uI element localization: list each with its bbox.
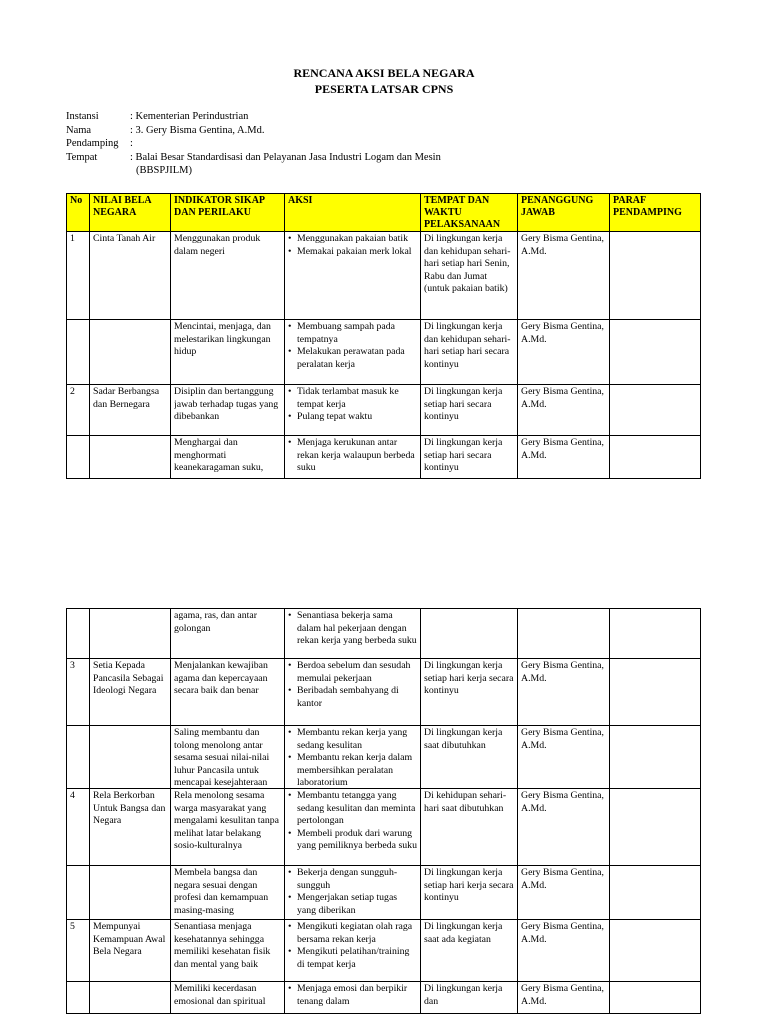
aksi-list [288,610,417,648]
cell-no [67,320,90,385]
header-nilai: NILAI BELA NEGARA [90,194,171,232]
table-row [67,609,701,659]
table-row [67,232,701,320]
action-plan-table-continued [66,608,701,1014]
cell-no [67,982,90,1014]
cell-nilai [90,320,171,385]
cell-tempat: Di lingkungan kerja dan [421,982,518,1014]
cell-nilai [90,982,171,1014]
aksi-item: • Senantiasa bekerja sama dalam hal pekerjaan dengan rekan kerja yang berbeda suku [288,610,417,648]
aksi-item: • Berdoa sebelum dan sesudah memulai pekerjaan [288,660,417,685]
table-row [67,436,701,479]
info-row-instansi [66,110,441,124]
aksi-list [288,321,417,371]
cell-penanggung [518,609,610,659]
aksi-item: • Melakukan perawatan pada peralatan kerja [288,346,417,371]
aksi-item: • Mengikuti kegiatan olah raga bersama rekan kerja [288,921,417,946]
aksi-list [288,921,417,971]
cell-nilai: Setia Kepada Pancasila Sebagai Ideologi Negara [90,659,171,726]
info-row-nama [66,124,441,138]
cell-indikator: Menjalankan kewajiban agama dan kepercayaan secara baik dan benar [171,659,285,726]
cell-paraf [610,726,701,789]
aksi-list [288,983,417,1008]
action-plan-table [66,193,701,479]
cell-indikator: Menghargai dan menghormati keanekaragaman suku, [171,436,285,479]
header-paraf: PARAF PENDAMPING [610,194,701,232]
aksi-list [288,727,417,788]
cell-aksi [285,726,421,789]
info-row-tempat [66,151,441,165]
cell-no [67,609,90,659]
aksi-item: • Tidak terlambat masuk ke tempat kerja [288,386,417,411]
cell-tempat: Di lingkungan kerja setiap hari secara kontinyu [421,385,518,436]
cell-paraf [610,789,701,866]
cell-aksi [285,609,421,659]
cell-aksi [285,659,421,726]
table-row [67,659,701,726]
cell-penanggung: Gery Bisma Gentina, A.Md. [518,385,610,436]
aksi-item: • Bekerja dengan sungguh-sungguh [288,867,417,892]
header-no: No [67,194,90,232]
aksi-item: • Membantu rekan kerja yang sedang kesulitan [288,727,417,752]
aksi-list [288,437,417,475]
table-row [67,982,701,1014]
cell-no [67,866,90,920]
aksi-list [288,867,417,917]
cell-paraf [610,659,701,726]
cell-indikator: agama, ras, dan antar golongan [171,609,285,659]
table-row [67,920,701,982]
cell-indikator: Mencintai, menjaga, dan melestarikan lingkungan hidup [171,320,285,385]
cell-tempat: Di lingkungan kerja dan kehidupan sehari-hari setiap hari secara kontinyu [421,320,518,385]
cell-penanggung: Gery Bisma Gentina, A.Md. [518,659,610,726]
cell-penanggung: Gery Bisma Gentina, A.Md. [518,982,610,1014]
table-row [67,866,701,920]
header-tempat: TEMPAT DAN WAKTU PELAKSANAAN [421,194,518,232]
document-title: RENCANA AKSI BELA NEGARA [293,66,475,80]
info-label: Instansi [66,111,99,122]
cell-tempat: Di kehidupan sehari-hari saat dibutuhkan [421,789,518,866]
cell-nilai [90,609,171,659]
cell-aksi [285,866,421,920]
info-value: : Balai Besar Standardisasi dan Pelayanan Jasa Industri Logam dan Mesin [130,151,441,163]
cell-paraf [610,385,701,436]
info-row-pendamping [66,137,441,151]
cell-aksi [285,920,421,982]
cell-paraf [610,982,701,1014]
participant-info [66,110,441,178]
aksi-list [288,386,417,424]
cell-nilai: Rela Berkorban Untuk Bangsa dan Negara [90,789,171,866]
cell-indikator: Saling membantu dan tolong menolong antar sesama sesuai nilai-nilai luhur Pancasila untuk mencapai kesejahteraan [171,726,285,789]
info-row-tempat-cont [66,164,441,178]
cell-nilai [90,866,171,920]
cell-aksi [285,436,421,479]
aksi-item: • Memakai pakaian merk lokal [288,246,417,259]
document-subtitle: PESERTA LATSAR CPNS [314,82,454,96]
cell-penanggung: Gery Bisma Gentina, A.Md. [518,232,610,320]
cell-aksi [285,789,421,866]
table-header-row [67,194,701,232]
table-row [67,385,701,436]
aksi-list [288,660,417,710]
cell-no: 2 [67,385,90,436]
aksi-item: • Mengerjakan setiap tugas yang diberikan [288,892,417,917]
cell-nilai [90,436,171,479]
cell-no: 3 [67,659,90,726]
cell-penanggung: Gery Bisma Gentina, A.Md. [518,320,610,385]
cell-tempat: Di lingkungan kerja dan kehidupan sehari-hari setiap hari Senin, Rabu dan Jumat (untuk pakaian batik) [421,232,518,320]
cell-tempat [421,609,518,659]
cell-indikator: Memiliki kecerdasan emosional dan spiritual [171,982,285,1014]
info-label: Tempat [66,151,98,163]
aksi-item: • Membeli produk dari warung yang pemiliknya berbeda suku [288,828,417,853]
cell-indikator: Menggunakan produk dalam negeri [171,232,285,320]
cell-nilai: Sadar Berbangsa dan Bernegara [90,385,171,436]
cell-no [67,436,90,479]
aksi-item: • Membuang sampah pada tempatnya [288,321,417,346]
cell-paraf [610,320,701,385]
info-value: : Kementerian Perindustrian [130,111,249,122]
aksi-list [288,790,417,853]
cell-penanggung: Gery Bisma Gentina, A.Md. [518,726,610,789]
cell-tempat: Di lingkungan kerja setiap hari kerja secara kontinyu [421,659,518,726]
info-value: : 3. Gery Bisma Gentina, A.Md. [130,124,265,136]
cell-aksi [285,232,421,320]
cell-paraf [610,920,701,982]
cell-aksi [285,982,421,1014]
info-label: Nama [66,124,92,136]
cell-nilai [90,726,171,789]
table-row [67,789,701,866]
cell-no [67,726,90,789]
cell-paraf [610,436,701,479]
cell-aksi [285,385,421,436]
header-aksi: AKSI [285,194,421,232]
aksi-item: • Membantu tetangga yang sedang kesulitan dan meminta pertolongan [288,790,417,828]
cell-tempat: Di lingkungan kerja setiap hari secara kontinyu [421,436,518,479]
cell-nilai: Mempunyai Kemampuan Awal Bela Negara [90,920,171,982]
cell-tempat: Di lingkungan kerja setiap hari kerja secara kontinyu [421,866,518,920]
cell-paraf [610,866,701,920]
cell-indikator: Disiplin dan bertanggung jawab terhadap tugas yang dibebankan [171,385,285,436]
aksi-item: • Menjaga kerukunan antar rekan kerja walaupun berbeda suku [288,437,417,475]
cell-no: 4 [67,789,90,866]
cell-penanggung: Gery Bisma Gentina, A.Md. [518,789,610,866]
header-penanggung: PENANGGUNG JAWAB [518,194,610,232]
cell-paraf [610,232,701,320]
cell-indikator: Membela bangsa dan negara sesuai dengan profesi dan kemampuan masing-masing [171,866,285,920]
aksi-item: • Mengikuti pelatihan/training di tempat kerja [288,946,417,971]
aksi-item: • Beribadah sembahyang di kantor [288,685,417,710]
cell-nilai: Cinta Tanah Air [90,232,171,320]
table-row [67,726,701,789]
cell-no: 5 [67,920,90,982]
cell-indikator: Rela menolong sesama warga masyarakat yang mengalami kesulitan tanpa melihat latar belakang sosio-kulturalnya [171,789,285,866]
cell-penanggung: Gery Bisma Gentina, A.Md. [518,866,610,920]
cell-no: 1 [67,232,90,320]
aksi-item: • Pulang tepat waktu [288,411,417,424]
cell-aksi [285,320,421,385]
info-value: : [130,138,133,149]
cell-indikator: Senantiasa menjaga kesehatannya sehingga memiliki kesehatan fisik dan mental yang baik [171,920,285,982]
aksi-item: • Membantu rekan kerja dalam membersihkan peralatan laboratorium [288,752,417,788]
cell-penanggung: Gery Bisma Gentina, A.Md. [518,436,610,479]
info-label: Pendamping [66,138,119,149]
aksi-list [288,233,417,258]
cell-paraf [610,609,701,659]
table-row [67,320,701,385]
info-value-continued: (BBSPJILM) [136,165,193,176]
aksi-item: • Menjaga emosi dan berpikir tenang dalam [288,983,417,1008]
cell-penanggung: Gery Bisma Gentina, A.Md. [518,920,610,982]
cell-tempat: Di lingkungan kerja saat dibutuhkan [421,726,518,789]
header-indikator: INDIKATOR SIKAP DAN PERILAKU [171,194,285,232]
cell-tempat: Di lingkungan kerja saat ada kegiatan [421,920,518,982]
aksi-item: • Menggunakan pakaian batik [288,233,417,246]
